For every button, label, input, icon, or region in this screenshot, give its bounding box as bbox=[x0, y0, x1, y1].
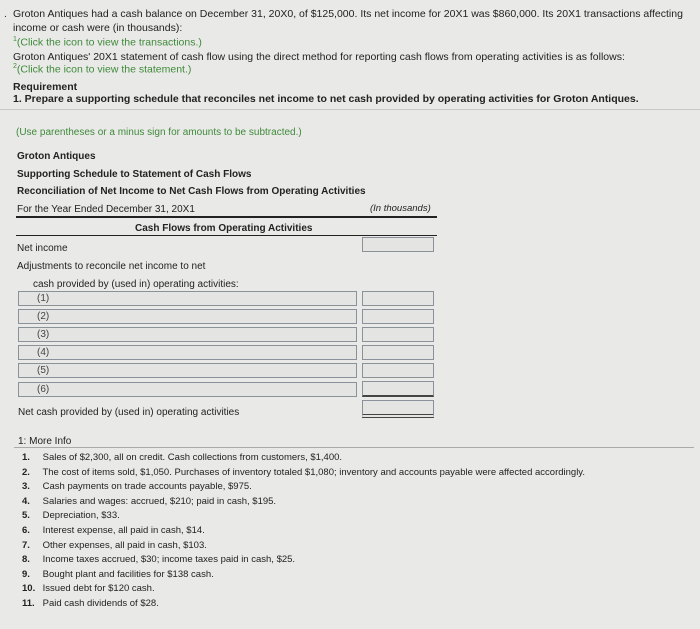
adjustment-1-amount-input[interactable] bbox=[362, 291, 434, 306]
net-cash-input[interactable] bbox=[362, 400, 434, 418]
list-item: 11. Paid cash dividends of $28. bbox=[22, 597, 159, 609]
row-label: (2) bbox=[37, 311, 50, 322]
view-transactions-text: (Click the icon to view the transactions.) bbox=[16, 36, 202, 49]
view-transactions-link[interactable] bbox=[13, 36, 202, 49]
list-item: 4. Salaries and wages: accrued, $210; paid in cash, $195. bbox=[22, 495, 277, 507]
schedule-title: Supporting Schedule to Statement of Cash Flows bbox=[17, 169, 252, 180]
company-name: Groton Antiques bbox=[17, 151, 96, 162]
problem-line-1: Groton Antiques had a cash balance on December 31, 20X0, of $125,000. Its net income for 20X1 was $860,000. Its 20X1 transactions affecting bbox=[13, 8, 683, 20]
list-item: 8. Income taxes accrued, $30; income taxes paid in cash, $25. bbox=[22, 554, 296, 566]
net-income-input[interactable] bbox=[362, 237, 434, 252]
adjustment-5-description-input[interactable] bbox=[18, 363, 357, 378]
section-rule bbox=[16, 235, 437, 236]
adjustment-4-amount-input[interactable] bbox=[362, 345, 434, 360]
units-label: (In thousands) bbox=[370, 203, 431, 214]
problem-line-3: Groton Antiques' 20X1 statement of cash flow using the direct method for reporting cash flows from operating activities is as follows: bbox=[13, 51, 625, 63]
instruction-text: (Use parentheses or a minus sign for amounts to be subtracted.) bbox=[16, 127, 302, 138]
adjustment-2-amount-input[interactable] bbox=[362, 309, 434, 324]
section-heading: Cash Flows from Operating Activities bbox=[135, 223, 313, 234]
list-item: 5. Depreciation, $33. bbox=[22, 510, 120, 522]
footnote-2: 2 bbox=[13, 63, 17, 70]
list-item: 1. Sales of $2,300, all on credit. Cash collections from customers, $1,400. bbox=[22, 452, 343, 463]
adjustment-6-description-input[interactable] bbox=[18, 382, 357, 397]
row-label: (5) bbox=[37, 365, 50, 376]
adjustment-3-amount-input[interactable] bbox=[362, 327, 434, 342]
adjustment-5-amount-input[interactable] bbox=[362, 363, 434, 378]
header-rule bbox=[16, 216, 437, 218]
net-income-label: Net income bbox=[17, 243, 68, 254]
adjustment-3-description-input[interactable] bbox=[18, 327, 357, 342]
row-label: (4) bbox=[37, 347, 50, 358]
footnote-1: 1 bbox=[13, 36, 17, 43]
list-item: 7. Other expenses, all paid in cash, $103. bbox=[22, 539, 207, 551]
more-info-title: 1: More Info bbox=[18, 436, 72, 447]
list-item: 10. Issued debt for $120 cash. bbox=[22, 583, 155, 595]
adjustment-6-amount-input[interactable] bbox=[362, 381, 434, 397]
view-statement-link[interactable] bbox=[13, 63, 191, 76]
schedule-subtitle: Reconciliation of Net Income to Net Cash Flows from Operating Activities bbox=[17, 186, 366, 197]
more-info-rule bbox=[14, 447, 694, 448]
problem-line-2: income or cash were (in thousands): bbox=[13, 22, 183, 34]
adjustments-label-2: cash provided by (used in) operating activities: bbox=[33, 279, 239, 290]
schedule-period: For the Year Ended December 31, 20X1 bbox=[17, 204, 195, 215]
list-item: 2. The cost of items sold, $1,050. Purchases of inventory totaled $1,080; inventory and accounts payable were affected accordingly. bbox=[22, 466, 585, 478]
net-cash-label: Net cash provided by (used in) operating activities bbox=[18, 407, 240, 418]
more-info-list bbox=[22, 451, 585, 612]
view-statement-text: (Click the icon to view the statement.) bbox=[16, 63, 192, 76]
adjustment-4-description-input[interactable] bbox=[18, 345, 357, 360]
list-item: 6. Interest expense, all paid in cash, $14. bbox=[22, 524, 205, 536]
adjustments-label-1: Adjustments to reconcile net income to net bbox=[17, 261, 206, 272]
divider bbox=[0, 109, 700, 110]
row-label: (3) bbox=[37, 329, 50, 340]
adjustment-2-description-input[interactable] bbox=[18, 309, 357, 324]
problem-number: . bbox=[4, 8, 7, 20]
requirement-heading: Requirement bbox=[13, 81, 78, 93]
list-item: 9. Bought plant and facilities for $138 cash. bbox=[22, 568, 214, 580]
list-item: 3. Cash payments on trade accounts payable, $975. bbox=[22, 481, 252, 493]
row-label: (1) bbox=[37, 293, 50, 304]
row-label: (6) bbox=[37, 384, 50, 395]
adjustment-1-description-input[interactable] bbox=[18, 291, 357, 306]
requirement-1: 1. Prepare a supporting schedule that reconciles net income to net cash provided by operating activities for Groton Antiques. bbox=[13, 93, 639, 105]
